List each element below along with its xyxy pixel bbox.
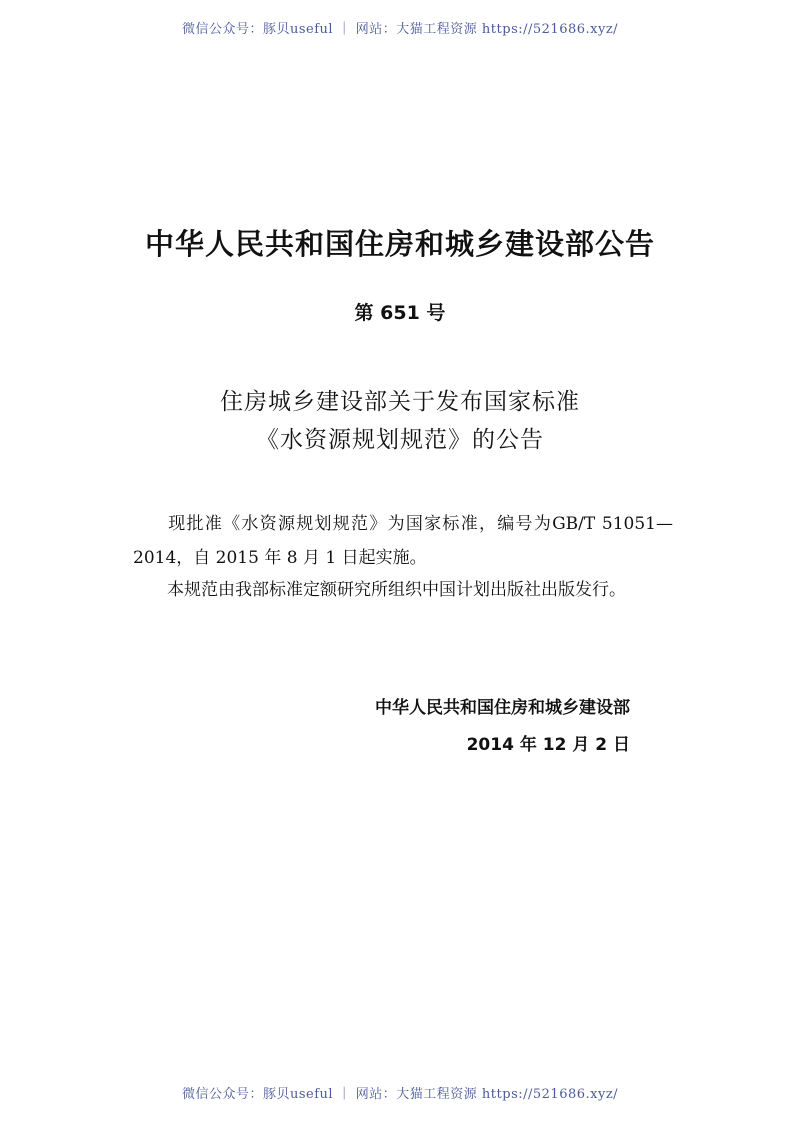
paragraph-publisher bbox=[133, 573, 673, 607]
watermark-top: 微信公众号：豚贝useful ｜ 网站：大猫工程资源 https://521686.xyz/ bbox=[181, 22, 619, 37]
paragraph-approval bbox=[133, 507, 673, 575]
signature-organization: 中华人民共和国住房和城乡建设部 bbox=[375, 698, 630, 718]
watermark-bottom: 微信公众号：豚贝useful ｜ 网站：大猫工程资源 https://521686.xyz/ bbox=[181, 1087, 619, 1102]
signature-date: 2014 年 12 月 2 日 bbox=[466, 735, 630, 755]
subtitle-line-2: 《水资源规划规范》的公告 bbox=[256, 427, 544, 453]
paragraph-approval-text: 现批准《水资源规划规范》为国家标准，编号为GB/T 51051—2014，自 2015 年 8 月 1 日起实施。 bbox=[133, 514, 673, 568]
document-title: 中华人民共和国住房和城乡建设部公告 bbox=[144, 227, 655, 261]
announcement-number: 第 651 号 bbox=[354, 302, 446, 324]
subtitle-line-1: 住房城乡建设部关于发布国家标准 bbox=[220, 389, 580, 415]
paragraph-publisher-text: 本规范由我部标准定额研究所组织中国计划出版社出版发行。 bbox=[167, 580, 626, 600]
